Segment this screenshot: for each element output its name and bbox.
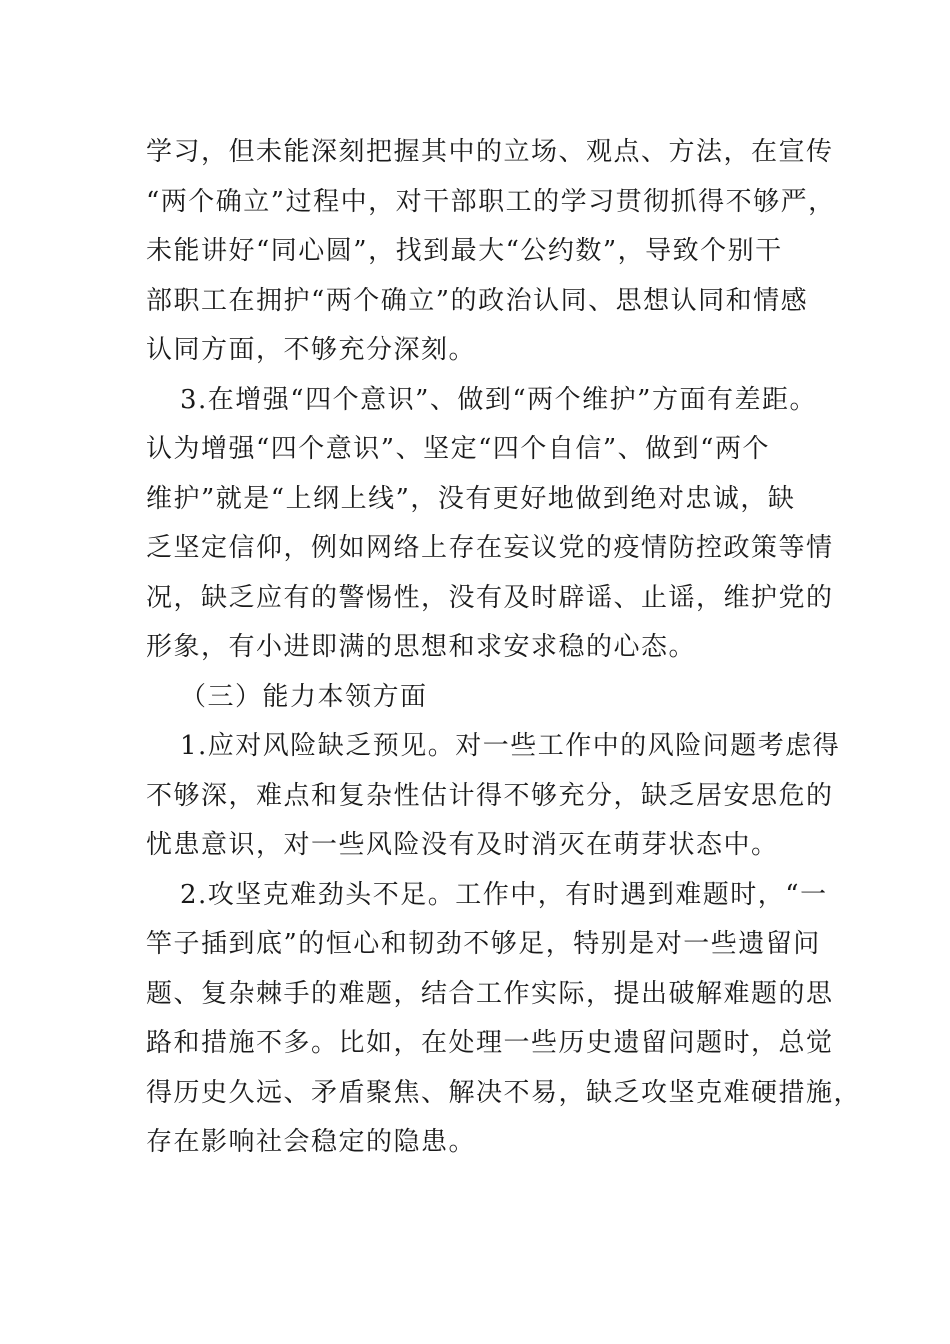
- paragraph-line: 忧患意识，对一些风险没有及时消灭在萌芽状态中。: [146, 830, 779, 860]
- section-heading: （三）能力本领方面: [180, 682, 428, 712]
- paragraph-line: 形象，有小进即满的思想和求安求稳的心态。: [146, 632, 697, 662]
- numbered-heading: 2.攻坚克难劲头不足。工作中，有时遇到难题时，“一: [180, 880, 828, 910]
- paragraph-line: 竿子插到底”的恒心和韧劲不够足，特别是对一些遗留问: [146, 929, 821, 959]
- paragraph-line: 存在影响社会稳定的隐患。: [146, 1127, 477, 1157]
- paragraph-line: 学习，但未能深刻把握其中的立场、观点、方法，在宣传: [146, 137, 834, 167]
- paragraph-line: 路和措施不多。比如，在处理一些历史遗留问题时，总觉: [146, 1028, 834, 1058]
- paragraph-line: 部职工在拥护“两个确立”的政治认同、思想认同和情感: [146, 286, 809, 316]
- paragraph-line: 不够深，难点和复杂性估计得不够充分，缺乏居安思危的: [146, 781, 834, 811]
- paragraph-line: 况，缺乏应有的警惕性，没有及时辟谣、止谣，维护党的: [146, 583, 834, 613]
- numbered-heading: 1.应对风险缺乏预见。对一些工作中的风险问题考虑得: [180, 731, 841, 761]
- paragraph-line: 未能讲好“同心圆”，找到最大“公约数”，导致个别干: [146, 236, 783, 266]
- paragraph-line: 题、复杂棘手的难题，结合工作实际，提出破解难题的思: [146, 979, 834, 1009]
- paragraph-line: “两个确立”过程中，对干部职工的学习贯彻抓得不够严，: [146, 187, 836, 217]
- paragraph-line: 乏坚定信仰，例如网络上存在妄议党的疫情防控政策等情: [146, 533, 834, 563]
- paragraph-line: 认为增强“四个意识”、坚定“四个自信”、做到“两个: [146, 434, 770, 464]
- paragraph-line: 维护”就是“上纲上线”，没有更好地做到绝对忠诚，缺: [146, 484, 796, 514]
- numbered-heading: 3.在增强“四个意识”、做到“两个维护”方面有差距。: [180, 385, 817, 415]
- paragraph-line: 得历史久远、矛盾聚焦、解决不易，缺乏攻坚克难硬措施，: [146, 1078, 862, 1108]
- paragraph-line: 认同方面，不够充分深刻。: [146, 335, 477, 365]
